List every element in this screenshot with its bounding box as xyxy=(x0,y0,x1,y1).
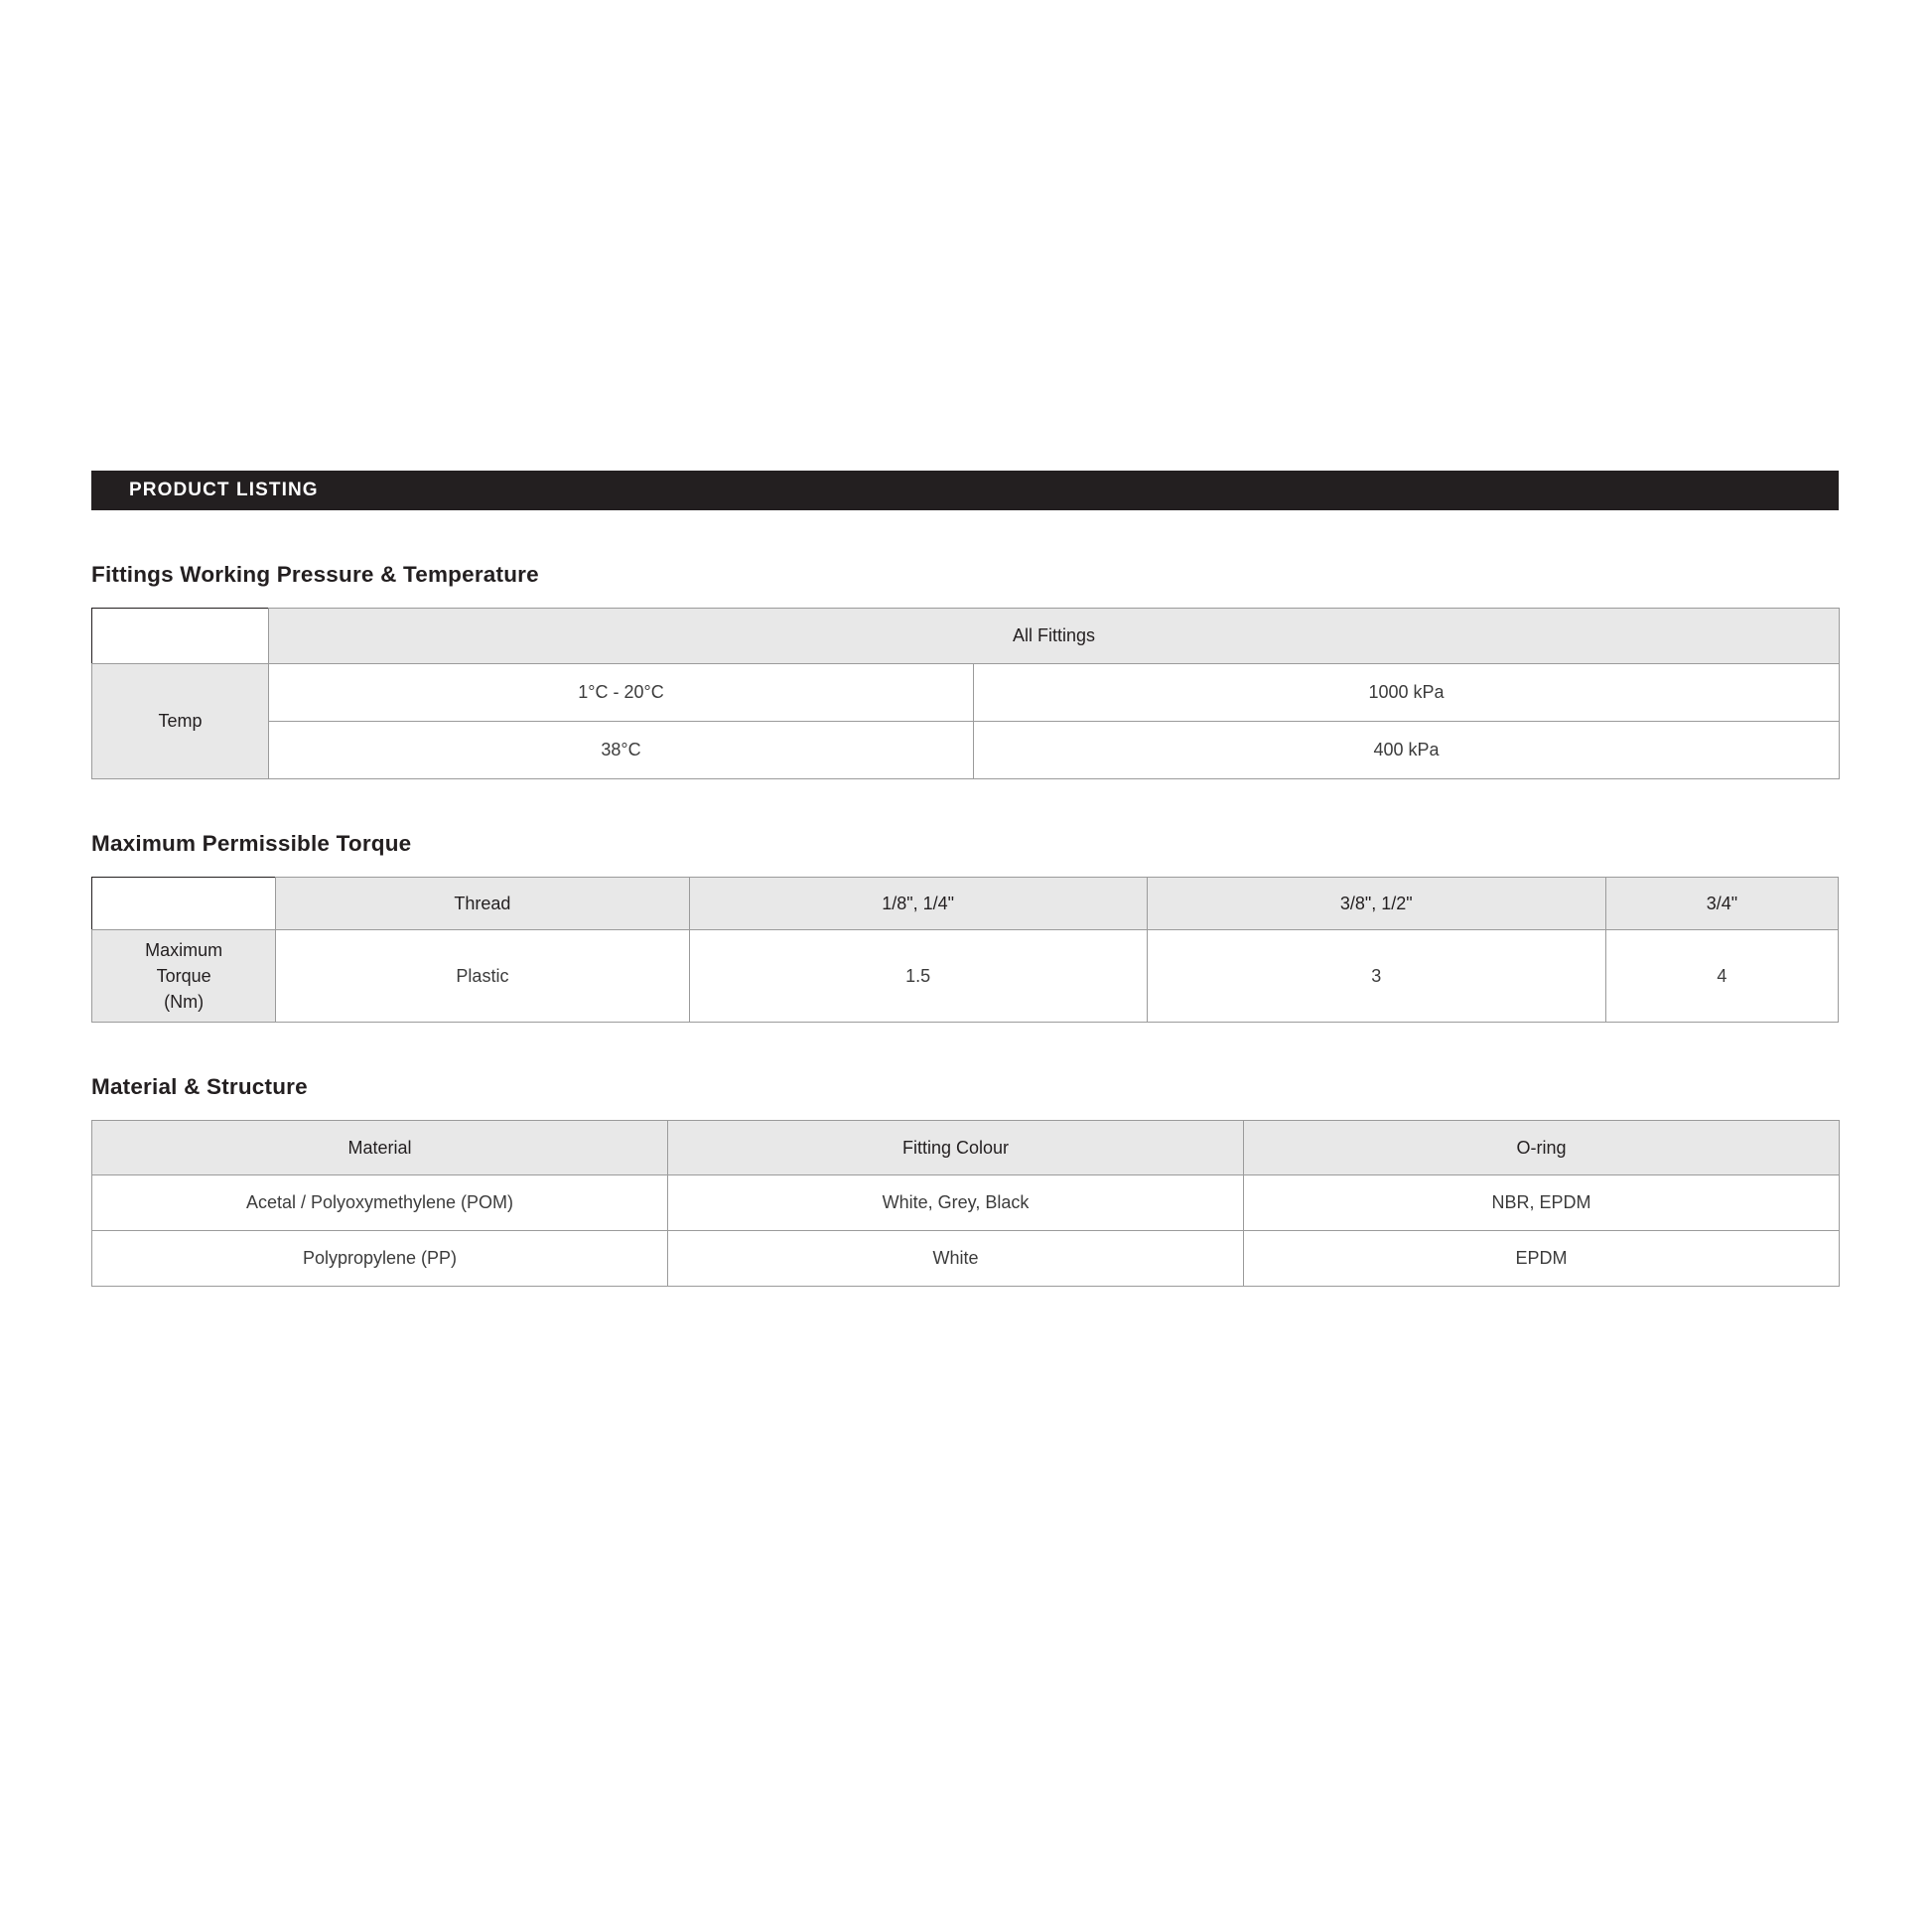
table-material-structure xyxy=(91,1120,1840,1287)
cell-material-1: Acetal / Polyoxymethylene (POM) xyxy=(92,1175,668,1231)
cell-pressure-2: 400 kPa xyxy=(974,722,1840,779)
cell-torque-1-8-1-4: 1.5 xyxy=(689,930,1147,1023)
cell-temp-range-2: 38°C xyxy=(269,722,974,779)
row-label-temp: Temp xyxy=(92,664,269,779)
header-material: Material xyxy=(92,1121,668,1175)
cell-material-2: Polypropylene (PP) xyxy=(92,1231,668,1287)
cell-pressure-1: 1000 kPa xyxy=(974,664,1840,722)
cell-thread-material: Plastic xyxy=(276,930,689,1023)
cell-oring-1: NBR, EPDM xyxy=(1244,1175,1840,1231)
header-all-fittings: All Fittings xyxy=(269,609,1840,664)
cell-torque-3-8-1-2: 3 xyxy=(1147,930,1605,1023)
header-fitting-colour: Fitting Colour xyxy=(668,1121,1244,1175)
row-label-line-3: (Nm) xyxy=(164,992,205,1013)
row-label-maximum-torque xyxy=(92,930,276,1023)
table-maximum-torque xyxy=(91,877,1839,1023)
table-row xyxy=(92,722,1840,779)
corner-cell xyxy=(92,878,276,930)
row-label-line-2: Torque xyxy=(156,965,211,986)
heading-material-structure: Material & Structure xyxy=(91,1074,308,1099)
heading-maximum-permissible-torque: Maximum Permissible Torque xyxy=(91,831,412,856)
table-row xyxy=(92,1175,1840,1231)
cell-torque-3-4: 4 xyxy=(1605,930,1838,1023)
section-banner xyxy=(91,471,1839,510)
table-pressure-temperature xyxy=(91,608,1840,779)
table-row xyxy=(92,878,1839,930)
header-size-3-4: 3/4" xyxy=(1605,878,1838,930)
header-size-1-8-1-4: 1/8", 1/4" xyxy=(689,878,1147,930)
cell-colour-2: White xyxy=(668,1231,1244,1287)
section-banner-title: PRODUCT LISTING xyxy=(129,480,319,500)
table-row xyxy=(92,664,1840,722)
product-listing-content xyxy=(91,471,1839,1287)
table-row xyxy=(92,609,1840,664)
header-thread: Thread xyxy=(276,878,689,930)
table-row xyxy=(92,930,1839,1023)
cell-colour-1: White, Grey, Black xyxy=(668,1175,1244,1231)
heading-fittings-working-pressure-temperature: Fittings Working Pressure & Temperature xyxy=(91,562,539,587)
cell-oring-2: EPDM xyxy=(1244,1231,1840,1287)
cell-temp-range-1: 1°C - 20°C xyxy=(269,664,974,722)
corner-cell xyxy=(92,609,269,664)
table-row xyxy=(92,1121,1840,1175)
header-o-ring: O-ring xyxy=(1244,1121,1840,1175)
table-row xyxy=(92,1231,1840,1287)
row-label-line-1: Maximum xyxy=(145,939,223,960)
header-size-3-8-1-2: 3/8", 1/2" xyxy=(1147,878,1605,930)
